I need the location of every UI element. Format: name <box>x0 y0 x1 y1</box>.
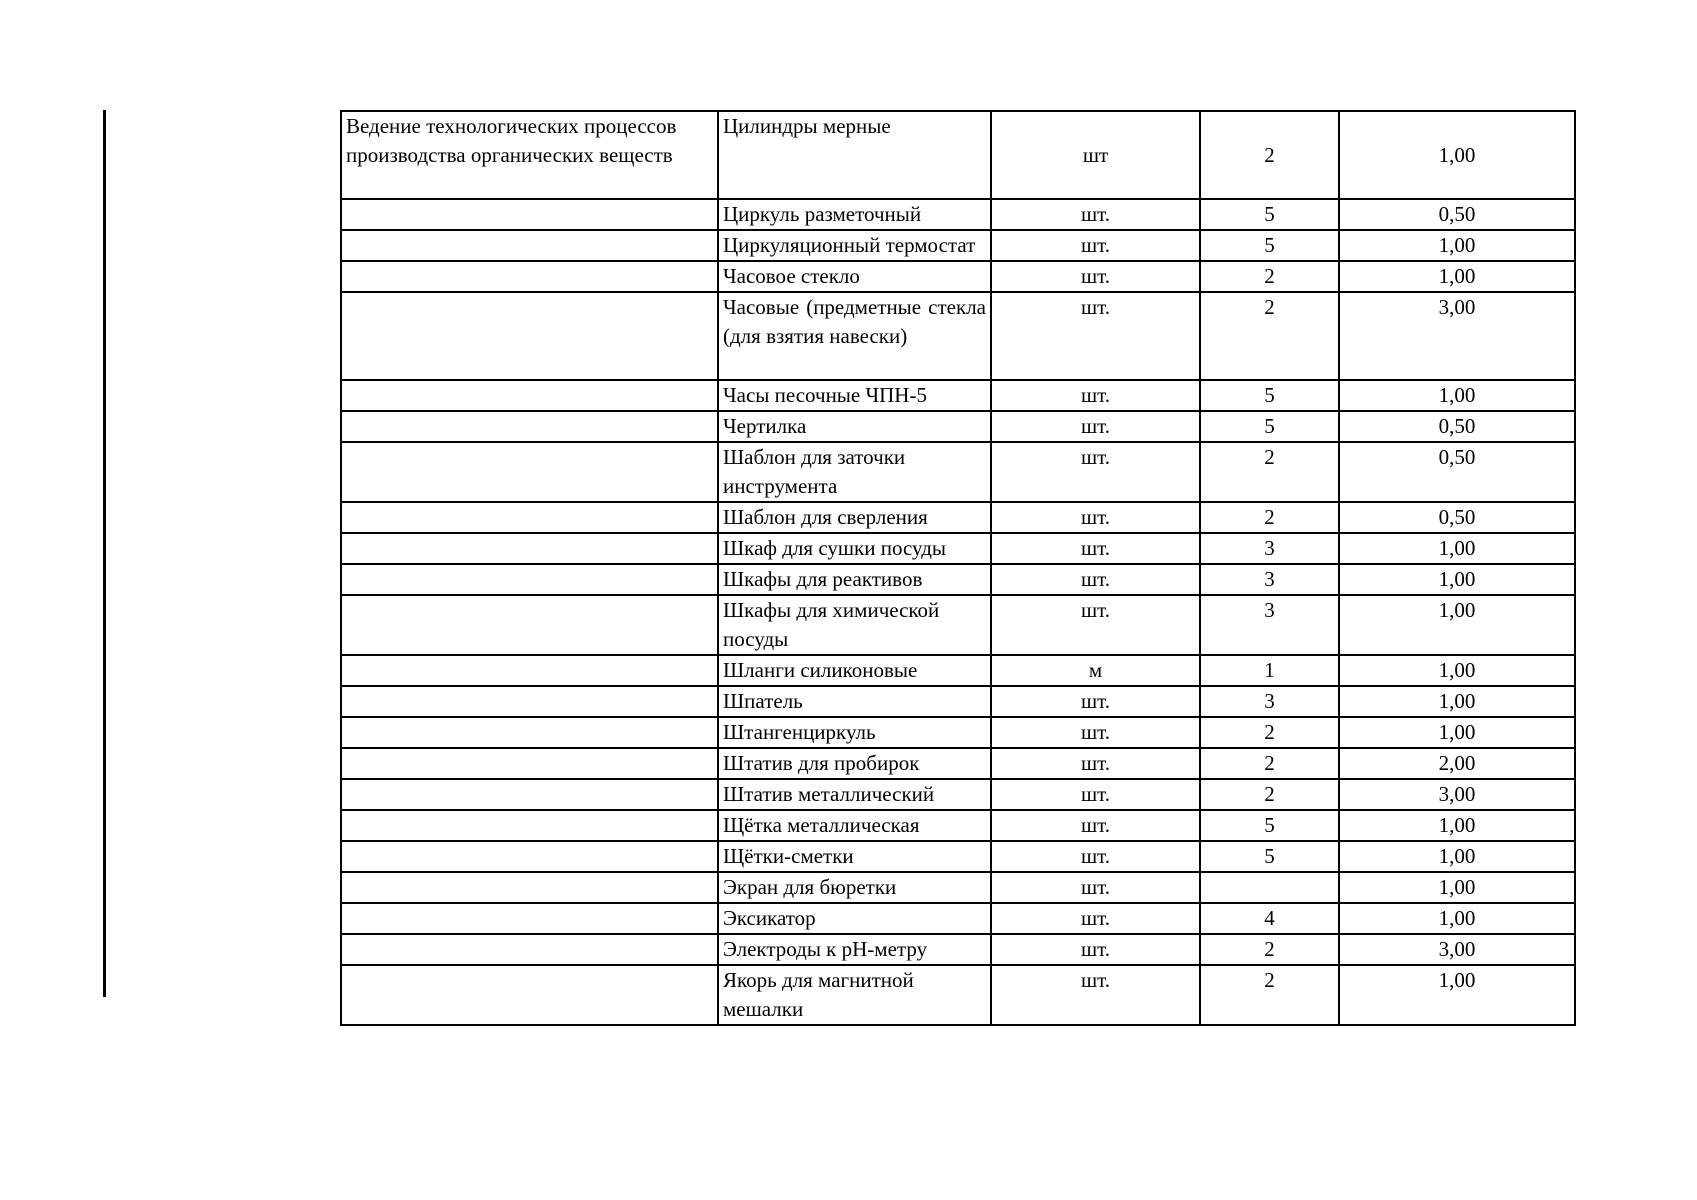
unit-cell: шт. <box>991 748 1200 779</box>
table-row <box>341 717 1575 748</box>
section-cell <box>341 903 718 934</box>
unit-cell: м <box>991 655 1200 686</box>
norm-cell: 1,00 <box>1339 841 1575 872</box>
item-name-cell: Часы песочные ЧПН-5 <box>718 380 991 411</box>
table-row <box>341 199 1575 230</box>
norm-cell: 1,00 <box>1339 810 1575 841</box>
quantity-cell: 2 <box>1200 261 1339 292</box>
norm-cell: 0,50 <box>1339 411 1575 442</box>
unit-cell: шт. <box>991 903 1200 934</box>
norm-cell: 1,00 <box>1339 380 1575 411</box>
item-name-cell: Щётки-сметки <box>718 841 991 872</box>
norm-cell: 1,00 <box>1339 903 1575 934</box>
norm-cell: 1,00 <box>1339 965 1575 1025</box>
table-row <box>341 230 1575 261</box>
section-cell <box>341 686 718 717</box>
section-cell <box>341 655 718 686</box>
quantity-cell: 3 <box>1200 564 1339 595</box>
table-row <box>341 411 1575 442</box>
table-row <box>341 934 1575 965</box>
unit-cell: шт. <box>991 872 1200 903</box>
section-cell <box>341 934 718 965</box>
unit-cell: шт <box>991 111 1200 199</box>
section-cell <box>341 872 718 903</box>
section-cell <box>341 442 718 502</box>
quantity-cell: 5 <box>1200 841 1339 872</box>
quantity-cell: 4 <box>1200 903 1339 934</box>
norm-cell: 0,50 <box>1339 199 1575 230</box>
table-row <box>341 564 1575 595</box>
section-cell <box>341 411 718 442</box>
equipment-table-body <box>341 111 1575 1025</box>
quantity-cell: 5 <box>1200 810 1339 841</box>
section-cell <box>341 502 718 533</box>
norm-cell: 1,00 <box>1339 230 1575 261</box>
unit-cell: шт. <box>991 810 1200 841</box>
quantity-cell: 2 <box>1200 717 1339 748</box>
quantity-cell: 2 <box>1200 111 1339 199</box>
norm-cell: 1,00 <box>1339 564 1575 595</box>
table-row <box>341 502 1575 533</box>
item-name-cell: Штатив для пробирок <box>718 748 991 779</box>
section-cell <box>341 841 718 872</box>
section-title: Ведение технологических процессов производства органических веществ <box>346 114 677 167</box>
quantity-cell: 2 <box>1200 779 1339 810</box>
item-name-cell: Шаблон для заточки инструмента <box>718 442 991 502</box>
table-row <box>341 872 1575 903</box>
section-cell <box>341 748 718 779</box>
quantity-cell: 3 <box>1200 533 1339 564</box>
table-row <box>341 810 1575 841</box>
quantity-cell: 1 <box>1200 655 1339 686</box>
item-name-cell: Шланги силиконовые <box>718 655 991 686</box>
item-name-cell: Циркуляционный термостат <box>718 230 991 261</box>
item-name-cell: Эксикатор <box>718 903 991 934</box>
unit-cell: шт. <box>991 686 1200 717</box>
unit-cell: шт. <box>991 442 1200 502</box>
quantity-cell: 2 <box>1200 502 1339 533</box>
norm-cell: 3,00 <box>1339 779 1575 810</box>
unit-cell: шт. <box>991 564 1200 595</box>
quantity-cell: 3 <box>1200 595 1339 655</box>
item-name-cell: Чертилка <box>718 411 991 442</box>
item-name-cell: Щётка металлическая <box>718 810 991 841</box>
unit-cell: шт. <box>991 199 1200 230</box>
quantity-cell: 5 <box>1200 230 1339 261</box>
norm-cell: 1,00 <box>1339 595 1575 655</box>
item-name-cell: Шаблон для сверления <box>718 502 991 533</box>
unit-cell: шт. <box>991 261 1200 292</box>
unit-cell: шт. <box>991 779 1200 810</box>
item-name-cell: Цилиндры мерные <box>718 111 991 199</box>
table-row <box>341 903 1575 934</box>
unit-cell: шт. <box>991 934 1200 965</box>
table-row <box>341 111 1575 199</box>
item-name-cell: Часовые (предметные стекла (для взятия навески) <box>718 292 991 380</box>
section-cell <box>341 779 718 810</box>
table-row <box>341 595 1575 655</box>
quantity-cell: 2 <box>1200 965 1339 1025</box>
section-cell <box>341 564 718 595</box>
item-name-cell: Циркуль разметочный <box>718 199 991 230</box>
left-margin-rule <box>103 110 106 997</box>
section-cell <box>341 292 718 380</box>
quantity-cell <box>1200 872 1339 903</box>
table-row <box>341 779 1575 810</box>
norm-cell: 1,00 <box>1339 111 1575 199</box>
norm-cell: 0,50 <box>1339 502 1575 533</box>
norm-cell: 1,00 <box>1339 872 1575 903</box>
quantity-cell: 5 <box>1200 411 1339 442</box>
norm-cell: 1,00 <box>1339 717 1575 748</box>
quantity-cell: 2 <box>1200 748 1339 779</box>
norm-cell: 3,00 <box>1339 292 1575 380</box>
table-row <box>341 442 1575 502</box>
item-name-cell: Штангенциркуль <box>718 717 991 748</box>
norm-cell: 1,00 <box>1339 533 1575 564</box>
quantity-cell: 2 <box>1200 442 1339 502</box>
unit-cell: шт. <box>991 533 1200 564</box>
table-row <box>341 380 1575 411</box>
quantity-cell: 3 <box>1200 686 1339 717</box>
unit-cell: шт. <box>991 595 1200 655</box>
section-cell <box>341 380 718 411</box>
norm-cell: 1,00 <box>1339 686 1575 717</box>
section-cell <box>341 810 718 841</box>
item-name-cell: Шкаф для сушки посуды <box>718 533 991 564</box>
table-row <box>341 965 1575 1025</box>
section-cell <box>341 965 718 1025</box>
section-cell <box>341 111 718 199</box>
section-cell <box>341 595 718 655</box>
quantity-cell: 2 <box>1200 292 1339 380</box>
quantity-cell: 2 <box>1200 934 1339 965</box>
item-name-cell: Якорь для магнитной мешалки <box>718 965 991 1025</box>
item-name-cell: Шкафы для химической посуды <box>718 595 991 655</box>
item-name-cell: Часовое стекло <box>718 261 991 292</box>
section-cell <box>341 533 718 564</box>
table-row <box>341 292 1575 380</box>
norm-cell: 1,00 <box>1339 655 1575 686</box>
item-name-cell: Электроды к pH-метру <box>718 934 991 965</box>
table-row <box>341 261 1575 292</box>
norm-cell: 1,00 <box>1339 261 1575 292</box>
norm-cell: 3,00 <box>1339 934 1575 965</box>
item-name-cell: Штатив металлический <box>718 779 991 810</box>
section-cell <box>341 230 718 261</box>
section-cell <box>341 717 718 748</box>
section-cell <box>341 261 718 292</box>
item-name-cell: Шкафы для реактивов <box>718 564 991 595</box>
item-name-cell: Шпатель <box>718 686 991 717</box>
unit-cell: шт. <box>991 292 1200 380</box>
table-row <box>341 655 1575 686</box>
quantity-cell: 5 <box>1200 380 1339 411</box>
quantity-cell: 5 <box>1200 199 1339 230</box>
equipment-table <box>340 110 1576 1026</box>
unit-cell: шт. <box>991 841 1200 872</box>
table-row <box>341 533 1575 564</box>
unit-cell: шт. <box>991 502 1200 533</box>
norm-cell: 2,00 <box>1339 748 1575 779</box>
unit-cell: шт. <box>991 717 1200 748</box>
unit-cell: шт. <box>991 411 1200 442</box>
unit-cell: шт. <box>991 230 1200 261</box>
norm-cell: 0,50 <box>1339 442 1575 502</box>
unit-cell: шт. <box>991 965 1200 1025</box>
table-row <box>341 841 1575 872</box>
section-cell <box>341 199 718 230</box>
table-row <box>341 686 1575 717</box>
item-name-cell: Экран для бюретки <box>718 872 991 903</box>
unit-cell: шт. <box>991 380 1200 411</box>
table-row <box>341 748 1575 779</box>
